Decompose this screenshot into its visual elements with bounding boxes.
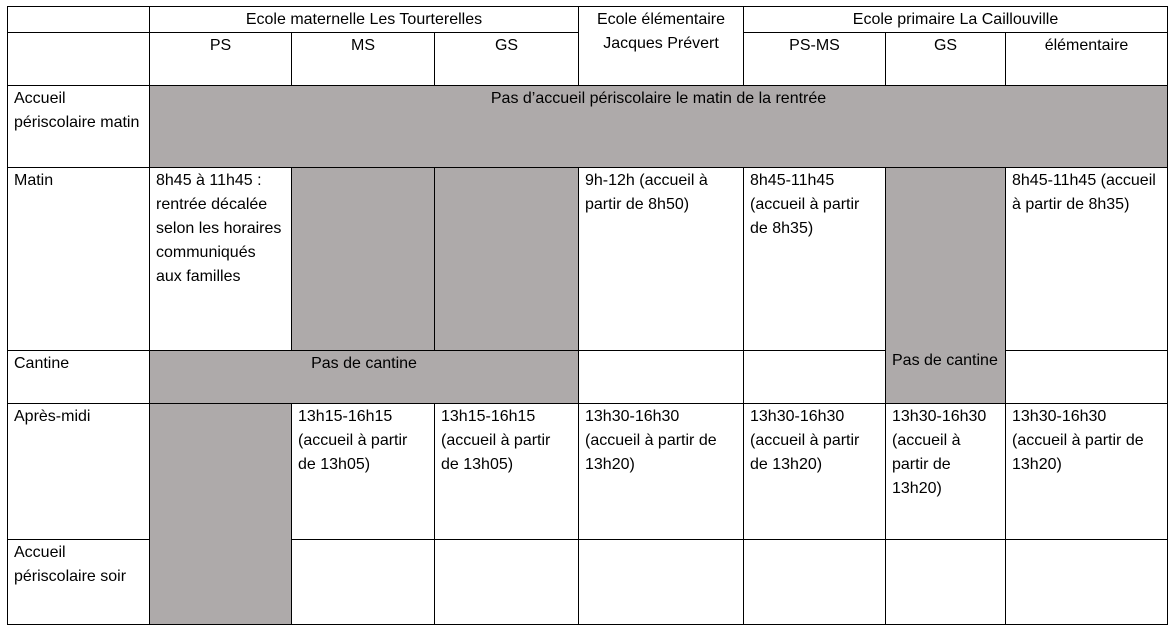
row-label: Cantine: [8, 350, 150, 403]
apm-psms-cell: 13h30-16h30 (accueil à partir de 13h20): [744, 403, 886, 539]
apm-gs-cell: 13h15-16h15 (accueil à partir de 13h05): [435, 403, 579, 539]
soir-elem-jp-cell: [579, 539, 744, 624]
apm-ms-cell: 13h15-16h15 (accueil à partir de 13h05): [292, 403, 435, 539]
matin-elem-jp-cell: 9h-12h (accueil à partir de 8h50): [579, 168, 744, 351]
col-gs-c-header: GS: [886, 33, 1006, 86]
row-label: Après-midi: [8, 403, 150, 539]
row-accueil-matin: [8, 86, 1168, 168]
accueil-matin-note: Pas d’accueil périscolaire le matin de la rentrée: [150, 86, 1168, 168]
soir-gs-c-cell: [886, 539, 1006, 624]
school-elementaire-header: Ecole élémentaire Jacques Prévert: [579, 7, 744, 86]
corner-cell-2: [8, 33, 150, 86]
corner-cell: [8, 7, 150, 33]
cantine-gs-c-text: Pas de cantine: [892, 352, 998, 370]
cantine-psms-cell: [744, 350, 886, 403]
schedule-table: [7, 6, 1168, 625]
apm-gs-c-cell: 13h30-16h30 (accueil à partir de 13h20): [886, 403, 1006, 539]
col-ps-header: PS: [150, 33, 292, 86]
cantine-elem-jp-cell: [579, 350, 744, 403]
soir-gs-cell: [435, 539, 579, 624]
col-gs-header: GS: [435, 33, 579, 86]
header-row-schools: [8, 7, 1168, 33]
col-elementaire-c-header: élémentaire: [1006, 33, 1168, 86]
gs-c-shaded-cell: [886, 168, 1006, 403]
matin-psms-cell: 8h45-11h45 (accueil à partir de 8h35): [744, 168, 886, 351]
soir-psms-cell: [744, 539, 886, 624]
apm-soir-ps-cell: [150, 403, 292, 624]
soir-ms-cell: [292, 539, 435, 624]
matin-ms-cell: [292, 168, 435, 351]
matin-elem-c-cell: 8h45-11h45 (accueil à partir de 8h35): [1006, 168, 1168, 351]
row-matin: [8, 168, 1168, 351]
row-label: Accueil périscolaire soir: [8, 539, 150, 624]
apm-elem-jp-cell: 13h30-16h30 (accueil à partir de 13h20): [579, 403, 744, 539]
soir-elem-c-cell: [1006, 539, 1168, 624]
school-primaire-header: Ecole primaire La Caillouville: [744, 7, 1168, 33]
row-label: Accueil périscolaire matin: [8, 86, 150, 168]
matin-ps-cell: 8h45 à 11h45 : rentrée décalée selon les horaires communiqués aux familles: [150, 168, 292, 351]
row-label: Matin: [8, 168, 150, 351]
cantine-maternelle-cell: Pas de cantine: [150, 350, 579, 403]
row-apres-midi: [8, 403, 1168, 539]
apm-elem-c-cell: 13h30-16h30 (accueil à partir de 13h20): [1006, 403, 1168, 539]
cantine-elem-c-cell: [1006, 350, 1168, 403]
school-maternelle-header: Ecole maternelle Les Tourterelles: [150, 7, 579, 33]
matin-gs-cell: [435, 168, 579, 351]
col-ms-header: MS: [292, 33, 435, 86]
col-psms-header: PS-MS: [744, 33, 886, 86]
